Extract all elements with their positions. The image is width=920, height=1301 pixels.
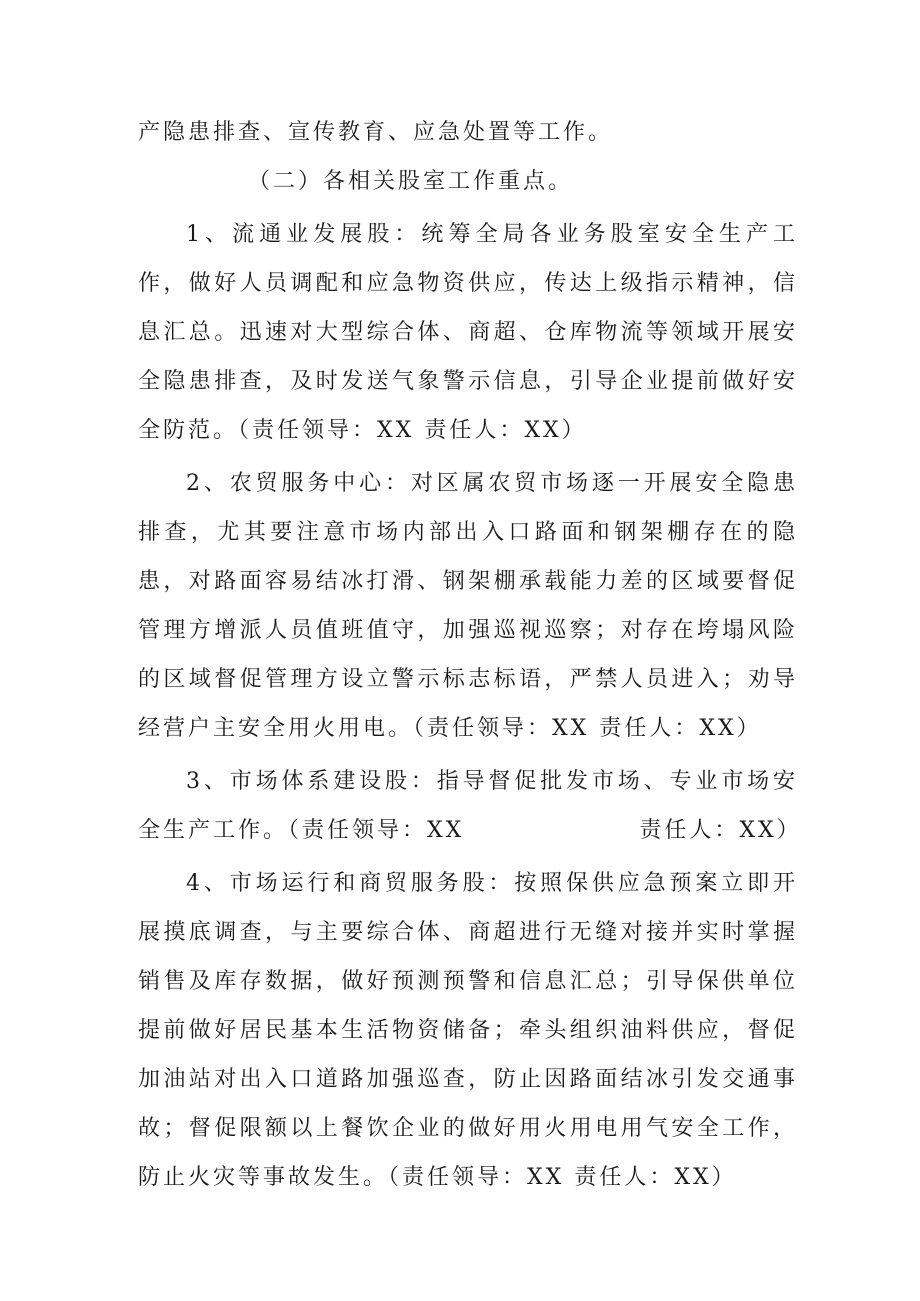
intro-paragraph: 产隐患排查、宣传教育、应急处置等工作。 <box>138 120 614 145</box>
document-body <box>138 108 802 1202</box>
item-2-paragraph: 2、农贸服务中心：对区属农贸市场逐一开展安全隐患排查，尤其要注意市场内部出入口路面和钢架棚存在的隐患，对路面容易结冰打滑、钢架棚承载能力差的区域要督促管理方增派人员值班值守，加强巡视巡察；对存在垮塌风险的区域督促管理方设立警示标志标语，严禁人员进入；劝导经营户主安全用火用电。（责任领导：XX 责任人：XX） <box>138 471 798 741</box>
section-heading: （二）各相关股室工作重点。 <box>248 169 574 194</box>
item-3-paragraph: 3、市场体系建设股：指导督促批发市场、专业市场安全生产工作。（责任领导：XX 责任人：XX） <box>138 769 802 843</box>
item-1-paragraph: 1、流通业发展股：统筹全局各业务股室安全生产工作，做好人员调配和应急物资供应，传达上级指示精神，信息汇总。迅速对大型综合体、商超、仓库物流等领域开展安全隐患排查，及时发送气象警示信息，引导企业提前做好安全防范。（责任领导：XX 责任人：XX） <box>138 222 798 443</box>
item-4-paragraph: 4、市场运行和商贸服务股：按照保供应急预案立即开展摸底调查，与主要综合体、商超进行无缝对接并实时掌握销售及库存数据，做好预测预警和信息汇总；引导保供单位提前做好居民基本生活物资储备；牵头组织油料供应，督促加油站对出入口道路加强巡查，防止因路面结冰引发交通事故；督促限额以上餐饮企业的做好用火用电用气安全工作，防止火灾等事故发生。（责任领导：XX 责任人：XX） <box>138 871 798 1190</box>
